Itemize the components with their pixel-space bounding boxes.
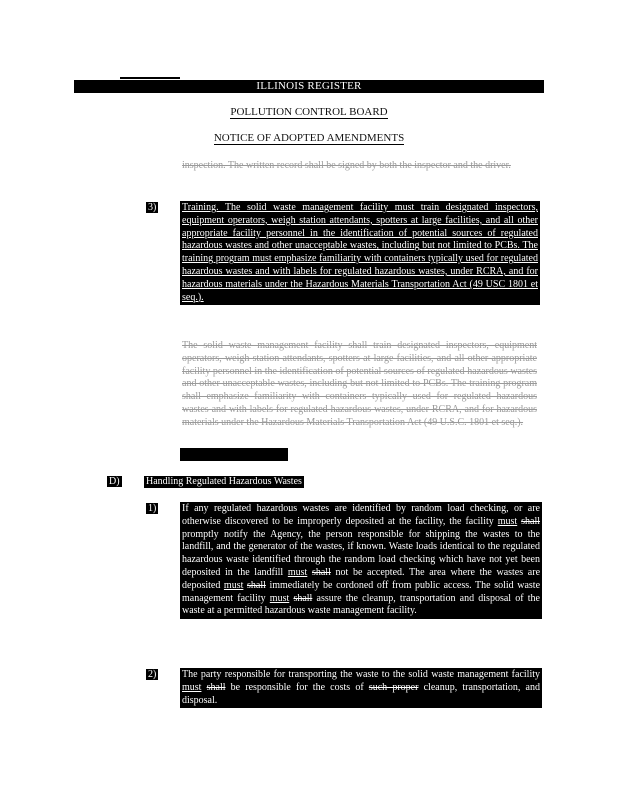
item-2-seg3: cleanup, transportation, and disposal. bbox=[182, 681, 540, 706]
register-title: ILLINOIS REGISTER bbox=[74, 80, 544, 93]
item-1-seg3: not be accepted. The area where the wastes are deposited bbox=[182, 566, 541, 591]
item-1-seg2: promptly notify the Agency, the person responsible for shipping the wastes to the landfill, and the generator of the wastes, if known. Waste loads identical to the regulated hazardous waste identified through the random load checking which have not yet been deposited in the landfill bbox=[182, 528, 540, 578]
item-2-number bbox=[146, 669, 158, 681]
board-title bbox=[0, 106, 618, 119]
item-2-number-text: 2) bbox=[148, 669, 157, 680]
section-d-number-text: D) bbox=[109, 476, 120, 487]
item-1-shall4: shall bbox=[293, 592, 313, 604]
item-1-shall1: shall bbox=[521, 515, 541, 527]
item-2-seg2: be responsible for the costs of bbox=[225, 681, 369, 693]
board-title-text: POLLUTION CONTROL BOARD bbox=[230, 106, 388, 118]
item-3-number-text: 3) bbox=[148, 202, 157, 213]
item-1-shall3: shall bbox=[246, 579, 266, 591]
item-1-must1: must bbox=[497, 515, 518, 527]
item-2-shall1: shall bbox=[206, 681, 226, 693]
item-3-old-text bbox=[182, 340, 537, 430]
item-1-seg5: assure the cleanup, transportation and disposal of the waste at a permitted hazardous waste management facility. bbox=[182, 592, 540, 617]
section-d-number bbox=[107, 476, 122, 488]
item-3-old-text-content: The solid waste management facility shall train designated inspectors, equipment operators, weigh station attendants, spotters at large facilities, and all other appropriate facility personnel in the identification of potential sources of regulated hazardous wastes and other unacceptable wastes, including but not limited to PCBs. The training program shall emphasize familiarity with containers typically used for regulated hazardous wastes and with labels for regulated hazardous wastes, under RCRA, and for hazardous materials under the Hazardous Materials Transportation Act (49 U.S.C. 1801 et seq.). bbox=[182, 340, 537, 428]
item-3-new-text-content: Training. The solid waste management facility must train designated inspectors, equipment operators, weigh station attendants, spotters at large facilities, and all other appropriate facility personnel in the identification of potential sources of regulated hazardous wastes and other unacceptable wastes, including but not limited to PCBs. The training program must emphasize familiarity with containers typically used for regulated hazardous wastes and with labels for regulated hazardous wastes, under RCRA, and for hazardous materials under the Hazardous Materials Transportation Act (49 USC 1801 et seq.). bbox=[182, 202, 538, 303]
item-2-must1: must bbox=[182, 681, 202, 693]
notice-title-text: NOTICE OF ADOPTED AMENDMENTS bbox=[213, 132, 405, 144]
item-1-must2: must bbox=[287, 566, 308, 578]
item-1-must3: must bbox=[223, 579, 244, 591]
item-1-seg1: If any regulated hazardous wastes are identified by random load checking, or are otherwise discovered to be improperly deposited at the facility, the facility bbox=[182, 503, 540, 527]
item-2-seg1: The party responsible for transporting the waste to the solid waste management facility bbox=[182, 669, 540, 680]
header-rule bbox=[120, 77, 180, 79]
item-1-text bbox=[180, 502, 542, 619]
item-1-seg4: immediately be cordoned off from public access. The solid waste management facility bbox=[182, 579, 541, 604]
item-2-text bbox=[180, 668, 542, 708]
notice-title bbox=[0, 132, 618, 145]
continuation-paragraph bbox=[182, 160, 537, 173]
item-2-struck: such proper bbox=[368, 681, 419, 693]
continuation-text: inspection. The written record shall be signed by both the inspector and the driver. bbox=[182, 160, 511, 171]
redaction-mark bbox=[180, 448, 288, 461]
item-1-number bbox=[146, 503, 158, 515]
section-d-title: Handling Regulated Hazardous Wastes bbox=[146, 476, 302, 487]
item-1-must4: must bbox=[269, 592, 290, 604]
item-1-number-text: 1) bbox=[148, 503, 157, 514]
item-1-shall2: shall bbox=[311, 566, 331, 578]
item-3-new-text bbox=[180, 201, 540, 305]
item-3-number bbox=[146, 202, 158, 214]
